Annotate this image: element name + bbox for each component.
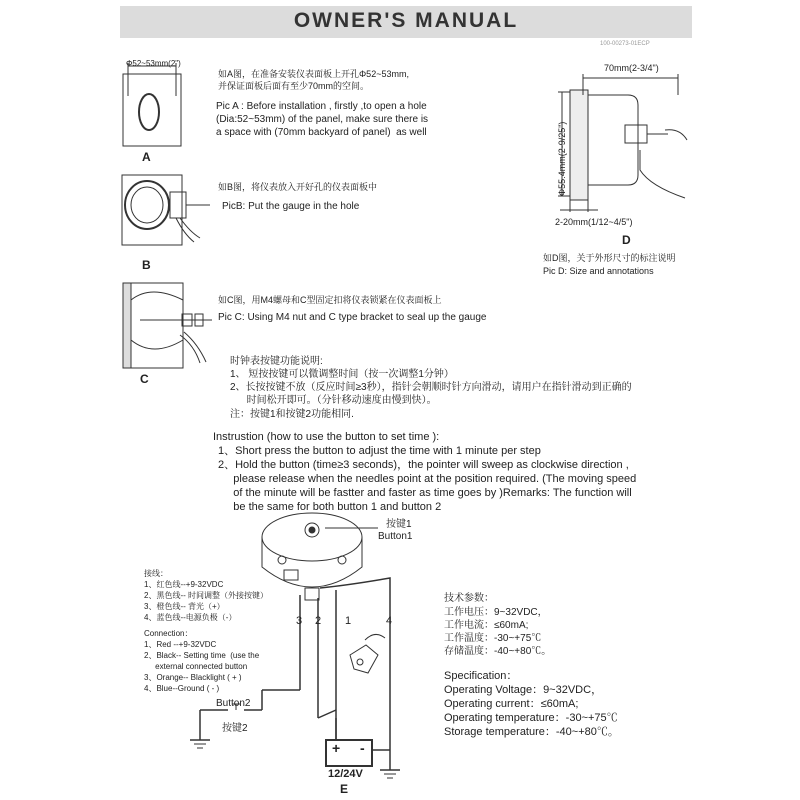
fig-d-label: D — [622, 233, 631, 247]
fig-d-panel-dimension: 2-20mm(1/12~4/5") — [555, 217, 633, 227]
spec-cn-title: 技术参数： — [444, 593, 494, 604]
fig-d-depth-dimension: 70mm(2-3/4") — [604, 63, 659, 73]
clock-en-title: Instrustion (how to use the button to set time ): — [213, 431, 440, 443]
spec-en-voltage: Operating Voltage：9~32VDC， — [444, 684, 603, 696]
fig-c-text-cn: 如C图，用M4螺母和C型固定扣将仪表锁紧在仪表面板上 — [218, 295, 442, 305]
fig-a-text-cn: 如A图，在准备安装仪表面板上开孔Φ52~53mm, 并保证面板后面有至少70mm的空间。 — [218, 69, 409, 91]
battery-minus-sign: - — [360, 740, 365, 756]
fig-b-text-en: PicB: Put the gauge in the hole — [222, 201, 360, 212]
fig-a-text-en: Pic A : Before installation , firstly ,to open a hole (Dia:52~53mm) of the panel, make sure there is a space with (70mm backyard of panel) as well — [216, 101, 429, 138]
dimension-illustration — [558, 74, 687, 212]
clock-cn-item-1: 1、 短按按键可以微调整时间（按一次调整1分钟） — [230, 369, 454, 380]
wire-colors-cn: 接线： 1、红色线--+9-32VDC 2、黑色线-- 时间调整（外接按键） 3、橙色线-- 背光（+） 4、蓝色线--电源负极（-） — [144, 569, 268, 622]
clock-en-item-1: 1、Short press the button to adjust the time with 1 minute per step — [218, 445, 541, 457]
spec-cn-voltage: 工作电压：9~32VDC， — [444, 607, 548, 618]
fig-b-text-cn: 如B图，将仪表放入开好孔的仪表面板中 — [218, 182, 378, 192]
fig-d-text-cn: 如D图，关于外形尺寸的标注说明 — [543, 253, 676, 263]
pin-3-label: 3 — [296, 615, 303, 627]
pin-1-label: 1 — [345, 615, 352, 627]
button1-label-cn: 按键1 — [386, 519, 412, 530]
button2-label-en: Button2 — [216, 698, 251, 709]
bracket-mount-illustration — [123, 283, 212, 368]
fig-d-diameter-dimension: Φ55.4mm(2-9/25") — [557, 121, 567, 196]
spec-cn-current: 工作电流：≤60mA; — [444, 620, 529, 631]
pin-4-label: 4 — [386, 615, 393, 627]
spec-en-temperature: Operating temperature：-30~+75℃ — [444, 712, 618, 724]
fig-b-label: B — [142, 258, 151, 272]
button2-label-cn: 按键2 — [222, 723, 248, 734]
clock-cn-title: 时钟表按键功能说明: — [230, 356, 323, 367]
button1-label-en: Button1 — [378, 531, 413, 542]
clock-en-item-2: 2、Hold the button (time≥3 seconds)，the pointer will sweep as clockwise direction , please release when the needles point at the position required. (The moving speed of the minute will be fastter and faster as time goes by )Remarks: The function will be the same for both button 1 and button 2 — [218, 459, 637, 513]
wire-colors-en: Connection： 1、Red --+9-32VDC 2、Black-- Setting time (use the external connected button 3、Orange-- Blacklight ( + ) 4、Blue--Ground ( - ) — [144, 629, 260, 693]
spec-cn-storage: 存储温度：-40~+80℃。 — [444, 646, 552, 657]
fig-a-label: A — [142, 150, 151, 164]
fig-c-label: C — [140, 372, 149, 386]
spec-en-current: Operating current：≤60mA; — [444, 698, 579, 710]
spec-cn-temperature: 工作温度：-30~+75℃ — [444, 633, 542, 644]
clock-cn-note: 注：按键1和按键2功能相同. — [230, 409, 354, 420]
battery-plus-sign: + — [332, 740, 341, 756]
spec-en-storage: Storage temperature：-40~+80℃。 — [444, 726, 619, 738]
page-title: OWNER'S MANUAL — [293, 9, 519, 32]
clock-cn-item-2: 2、长按按键不放（反应时间≥3秒），指针会朝顺时针方向滑动，请用户在指针滑动到正确的 时间松开即可。（分针移动速度由慢到快）。 — [230, 382, 632, 406]
document-number: 100-00273-01ECP — [600, 41, 650, 47]
spec-en-title: Specification： — [444, 670, 518, 682]
fig-d-text-en: Pic D: Size and annotations — [543, 266, 654, 276]
fig-a-hole-dimension: Φ52~53mm(2") — [126, 59, 181, 68]
battery-voltage: 12/24V — [328, 768, 363, 780]
pin-2-label: 2 — [315, 615, 322, 627]
gauge-insert-illustration — [122, 175, 210, 245]
fig-c-text-en: Pic C: Using M4 nut and C type bracket to seal up the gauge — [218, 312, 487, 323]
panel-hole-illustration — [123, 63, 181, 146]
fig-e-label: E — [340, 782, 349, 796]
